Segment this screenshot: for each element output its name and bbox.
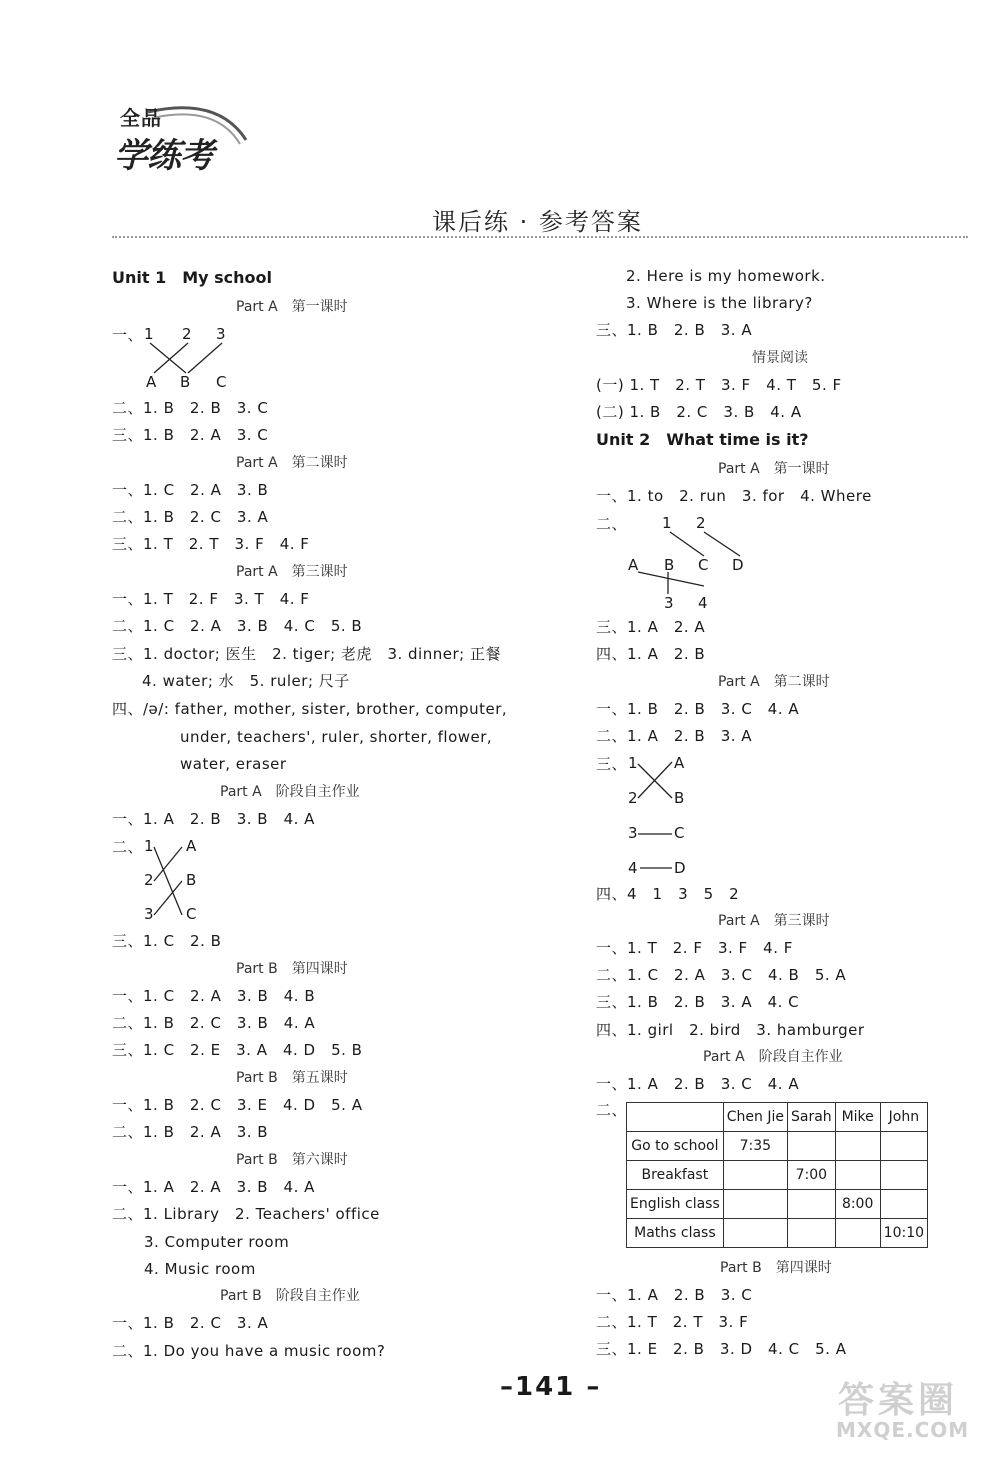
answer-line: 二、1. B 2. B 3. C <box>112 399 269 417</box>
table-cell: 7:00 <box>787 1161 835 1190</box>
page-number: –141 – <box>500 1372 602 1402</box>
table-row <box>627 1190 928 1219</box>
answer-line: 二、1. Do you have a music room? <box>112 1342 386 1360</box>
answer-line: 三、1. C 2. B <box>112 932 222 950</box>
answer-line: 一、1. C 2. A 3. B <box>112 481 269 499</box>
section-heading: Part B 第四课时 <box>720 1260 832 1276</box>
table-cell <box>835 1219 880 1248</box>
answer-line: 3. Computer room <box>144 1233 290 1251</box>
match-item: 1 <box>144 837 154 855</box>
table-cell <box>723 1161 787 1190</box>
match-item: 2 <box>144 871 154 889</box>
section-heading: Part A 第三课时 <box>236 564 348 580</box>
section-heading: Part A 阶段自主作业 <box>703 1049 843 1065</box>
table-cell <box>723 1219 787 1248</box>
answer-line: 四、1. girl 2. bird 3. hamburger <box>596 1021 865 1039</box>
unit2-title: Unit 2 What time is it? <box>596 430 809 449</box>
match-item: D <box>674 859 686 877</box>
matching-diagram-2 <box>140 837 210 927</box>
match-item: B <box>186 871 197 889</box>
match-item: 1 <box>628 754 638 772</box>
section-heading: Part A 第二课时 <box>236 455 348 471</box>
answer-line: 二、1. C 2. A 3. B 4. C 5. B <box>112 617 363 635</box>
unit1-title: Unit 1 My school <box>112 268 273 287</box>
answer-line: 一、1. A 2. B 3. C 4. A <box>596 1075 800 1093</box>
match-item: 3 <box>664 594 674 612</box>
table-cell <box>787 1132 835 1161</box>
answer-line: 四、1. A 2. B <box>596 645 706 663</box>
answer-line: 二、1. B 2. A 3. B <box>112 1123 269 1141</box>
answer-line: (二) 1. B 2. C 3. B 4. A <box>596 403 802 421</box>
table-cell: Go to school <box>627 1132 724 1161</box>
match-item: 2 <box>696 514 706 532</box>
answer-line: 三、1. A 2. A <box>596 618 706 636</box>
table-header-cell: Chen Jie <box>723 1103 787 1132</box>
answer-line: 三、1. B 2. B 3. A <box>596 321 753 339</box>
answer-line: 一、1. T 2. F 3. T 4. F <box>112 590 310 608</box>
match-item: 1 <box>662 514 672 532</box>
table-cell <box>880 1132 927 1161</box>
table-cell <box>835 1132 880 1161</box>
answer-line: 四、4 1 3 5 2 <box>596 885 740 903</box>
section-heading: Part B 阶段自主作业 <box>220 1288 360 1304</box>
match-item: 2 <box>628 789 638 807</box>
match-item: C <box>186 905 197 923</box>
table-cell: Breakfast <box>627 1161 724 1190</box>
answer-line: 一、1. T 2. F 3. F 4. F <box>596 939 793 957</box>
section-heading: 情景阅读 <box>752 350 808 366</box>
table-row <box>627 1161 928 1190</box>
answer-line: 三、1. B 2. A 3. C <box>112 426 269 444</box>
logo-small-text: 全品 <box>120 106 162 130</box>
table-label: 二、 <box>596 1101 628 1119</box>
matching-label: 三、 <box>596 755 628 773</box>
answer-line: 一、1. B 2. B 3. C 4. A <box>596 700 800 718</box>
answer-line: 三、1. T 2. T 3. F 4. F <box>112 535 310 553</box>
answer-line: 三、1. C 2. E 3. A 4. D 5. B <box>112 1041 363 1059</box>
matching-diagram-4 <box>624 754 694 879</box>
answer-line: 三、1. B 2. B 3. A 4. C <box>596 993 800 1011</box>
schedule-table <box>626 1102 928 1248</box>
table-header-cell <box>627 1103 724 1132</box>
table-cell <box>787 1219 835 1248</box>
table-row <box>627 1219 928 1248</box>
table-cell: 10:10 <box>880 1219 927 1248</box>
match-item: A <box>628 556 639 574</box>
section-heading: Part B 第五课时 <box>236 1070 348 1086</box>
watermark-logo: 答案圈 <box>838 1380 959 1421</box>
table-header-cell: Mike <box>835 1103 880 1132</box>
match-item: 4 <box>698 594 708 612</box>
answer-line: under, teachers', ruler, shorter, flower, <box>180 728 493 746</box>
answer-line: 二、1. A 2. B 3. A <box>596 727 753 745</box>
match-item: A <box>186 837 197 855</box>
matching-diagram-3 <box>624 514 754 614</box>
match-item: 3 <box>628 824 638 842</box>
match-item: A <box>674 754 685 772</box>
match-item: C <box>698 556 709 574</box>
answer-line: 二、1. Library 2. Teachers' office <box>112 1205 380 1223</box>
answer-line: 一、1. A 2. B 3. C <box>596 1286 753 1304</box>
section-heading: Part A 第三课时 <box>718 913 830 929</box>
match-item: D <box>732 556 744 574</box>
answer-line: 三、1. doctor; 医生 2. tiger; 老虎 3. dinner; 正餐 <box>112 645 501 663</box>
section-heading: Part A 第一课时 <box>236 299 348 315</box>
match-item: 1 <box>144 325 154 343</box>
table-header-row <box>627 1103 928 1132</box>
match-item: 2 <box>182 325 192 343</box>
answer-line: 一、1. to 2. run 3. for 4. Where <box>596 487 872 505</box>
logo-big-text: 学练考 <box>114 136 213 176</box>
answer-line: 4. water; 水 5. ruler; 尺子 <box>142 672 350 690</box>
section-heading: Part A 第一课时 <box>718 461 830 477</box>
match-item: 3 <box>144 905 154 923</box>
header-divider <box>112 236 968 238</box>
answer-line: 一、1. A 2. B 3. B 4. A <box>112 810 315 828</box>
answer-line: 2. Here is my homework. <box>626 267 826 285</box>
match-lines <box>140 837 210 927</box>
answer-line: 一、1. C 2. A 3. B 4. B <box>112 987 316 1005</box>
watermark-url: MXQE.COM <box>836 1418 970 1442</box>
match-item: C <box>674 824 685 842</box>
match-item: B <box>180 373 191 391</box>
answer-line: 三、1. E 2. B 3. D 4. C 5. A <box>596 1340 847 1358</box>
section-heading: Part A 第二课时 <box>718 674 830 690</box>
matching-diagram-1 <box>140 325 240 390</box>
table-header-cell: Sarah <box>787 1103 835 1132</box>
table-cell <box>787 1190 835 1219</box>
matching-label: 二、 <box>596 515 628 533</box>
answer-line: 一、1. B 2. C 3. E 4. D 5. A <box>112 1096 363 1114</box>
answer-line: 一、1. B 2. C 3. A <box>112 1314 269 1332</box>
match-item: B <box>674 789 685 807</box>
table-cell <box>835 1161 880 1190</box>
table-cell: Maths class <box>627 1219 724 1248</box>
match-item: 4 <box>628 859 638 877</box>
table-cell <box>880 1161 927 1190</box>
answer-line: 4. Music room <box>144 1260 256 1278</box>
table-cell <box>723 1190 787 1219</box>
table-cell: 8:00 <box>835 1190 880 1219</box>
table-cell: English class <box>627 1190 724 1219</box>
answer-line: 二、1. B 2. C 3. B 4. A <box>112 1014 316 1032</box>
section-heading: Part A 阶段自主作业 <box>220 784 360 800</box>
answer-line: water, eraser <box>180 755 287 773</box>
match-item: 3 <box>216 325 226 343</box>
answer-line: 二、1. T 2. T 3. F <box>596 1313 749 1331</box>
table-row <box>627 1132 928 1161</box>
match-item: C <box>216 373 227 391</box>
match-item: B <box>664 556 675 574</box>
table-cell <box>880 1190 927 1219</box>
answer-line: 3. Where is the library? <box>626 294 813 312</box>
answer-line: (一) 1. T 2. T 3. F 4. T 5. F <box>596 376 842 394</box>
answer-line: 四、/ə/: father, mother, sister, brother, computer, <box>112 700 508 718</box>
section-heading: Part B 第四课时 <box>236 961 348 977</box>
answer-line: 二、1. B 2. C 3. A <box>112 508 269 526</box>
answer-line: 二、1. C 2. A 3. C 4. B 5. A <box>596 966 847 984</box>
publisher-logo <box>108 100 258 180</box>
table-header-cell: John <box>880 1103 927 1132</box>
section-heading: Part B 第六课时 <box>236 1152 348 1168</box>
page-title: 课后练 · 参考答案 <box>432 208 643 236</box>
match-item: A <box>146 373 157 391</box>
matching-label: 二、 <box>112 838 144 856</box>
table-cell: 7:35 <box>723 1132 787 1161</box>
matching-label: 一、 <box>112 326 144 344</box>
answer-line: 一、1. A 2. A 3. B 4. A <box>112 1178 315 1196</box>
